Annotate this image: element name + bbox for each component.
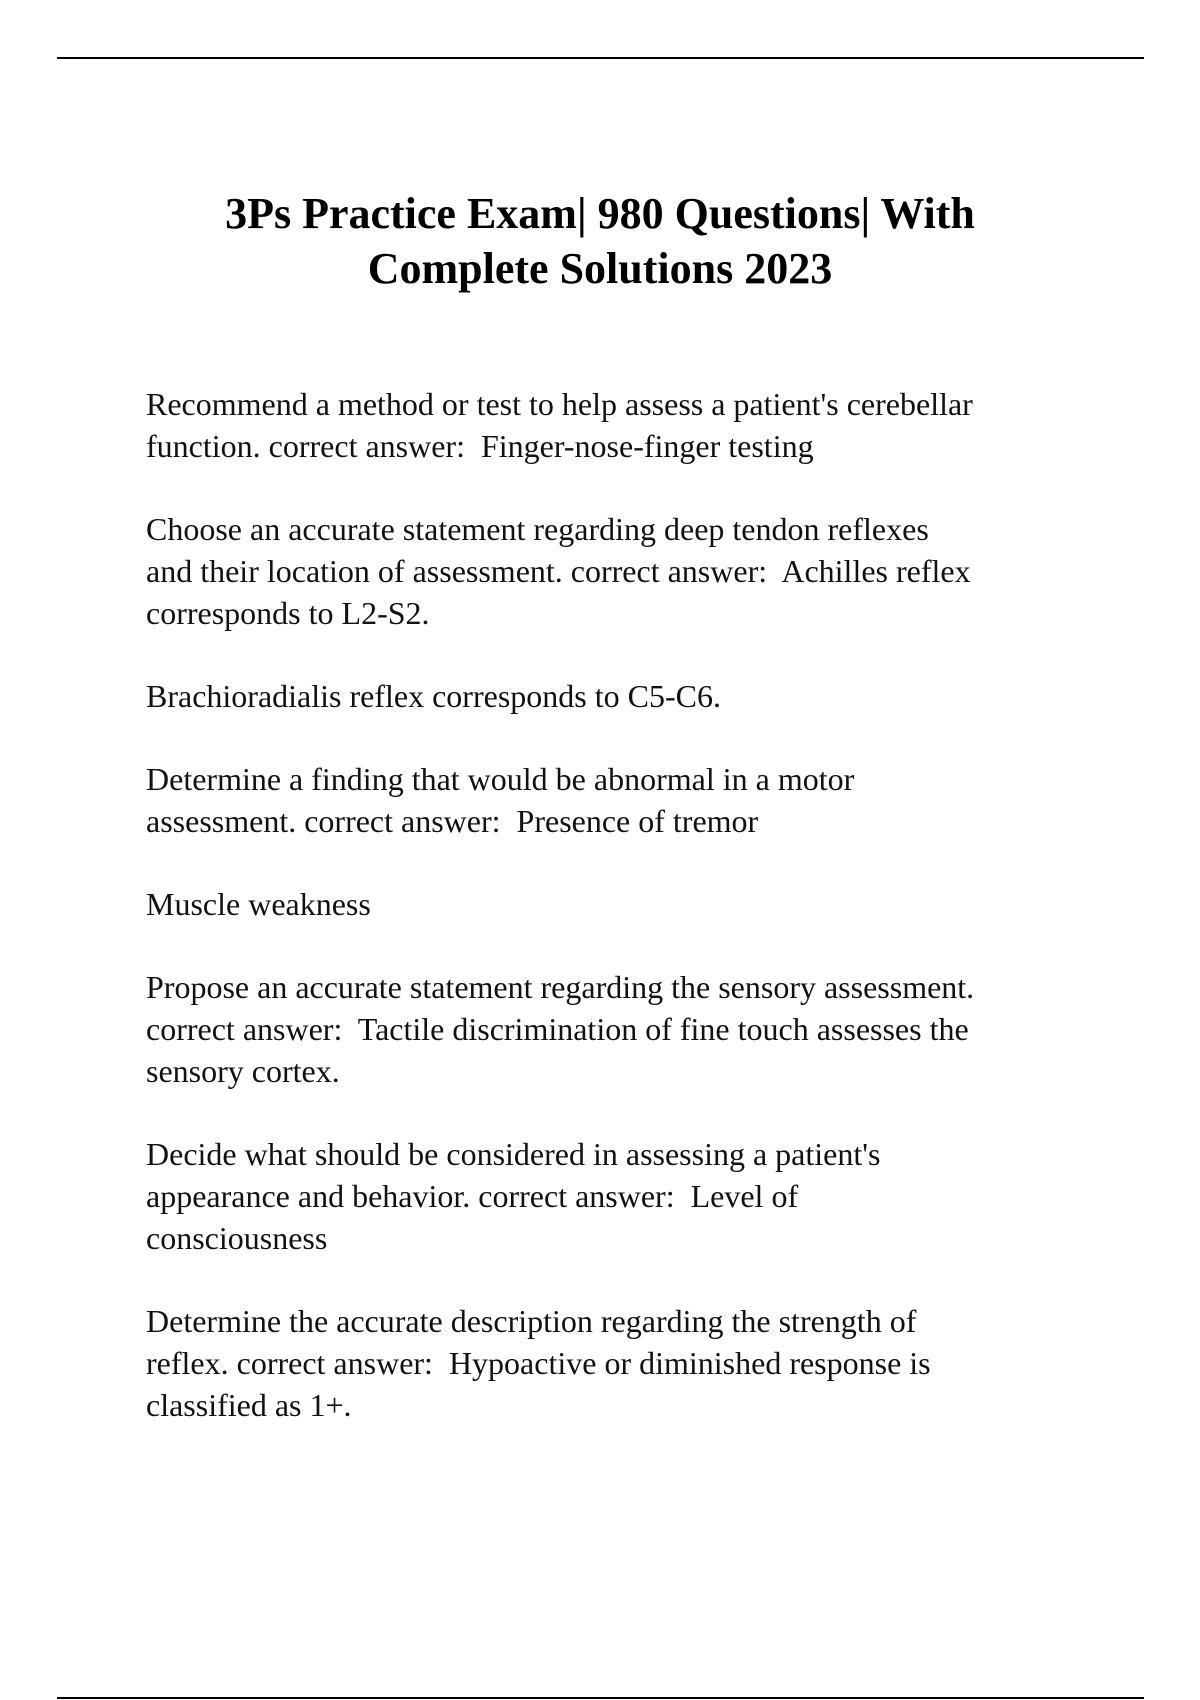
paragraph-7-line-2: appearance and behavior. correct answer: Level of bbox=[146, 1178, 799, 1214]
document-title bbox=[100, 186, 1100, 296]
paragraph-7 bbox=[146, 1133, 1106, 1259]
paragraph-1-line-1: Recommend a method or test to help assess a patient's cerebellar bbox=[146, 386, 973, 422]
top-rule bbox=[57, 57, 1144, 59]
paragraph-8-line-3: classified as 1+. bbox=[146, 1387, 352, 1423]
paragraph-6 bbox=[146, 966, 1106, 1092]
paragraph-4-line-2: assessment. correct answer: Presence of tremor bbox=[146, 803, 759, 839]
paragraph-1 bbox=[146, 383, 1106, 467]
paragraph-3-line-1: Brachioradialis reflex corresponds to C5-C6. bbox=[146, 678, 721, 714]
paragraph-2-line-1: Choose an accurate statement regarding deep tendon reflexes bbox=[146, 511, 929, 547]
title-line-2: Complete Solutions 2023 bbox=[367, 244, 833, 293]
paragraph-4-line-1: Determine a finding that would be abnormal in a motor bbox=[146, 761, 855, 797]
document-body bbox=[146, 383, 1106, 1467]
paragraph-6-line-3: sensory cortex. bbox=[146, 1053, 340, 1089]
paragraph-1-line-2: function. correct answer: Finger-nose-finger testing bbox=[146, 428, 814, 464]
paragraph-8-line-1: Determine the accurate description regarding the strength of bbox=[146, 1303, 917, 1339]
paragraph-3 bbox=[146, 675, 1106, 717]
paragraph-6-line-2: correct answer: Tactile discrimination of fine touch assesses the bbox=[146, 1011, 969, 1047]
paragraph-2-line-2: and their location of assessment. correct answer: Achilles reflex bbox=[146, 553, 971, 589]
title-line-1: 3Ps Practice Exam| 980 Questions| With bbox=[225, 189, 975, 238]
paragraph-7-line-3: consciousness bbox=[146, 1220, 328, 1256]
paragraph-2 bbox=[146, 508, 1106, 634]
paragraph-4 bbox=[146, 758, 1106, 842]
paragraph-6-line-1: Propose an accurate statement regarding the sensory assessment. bbox=[146, 969, 975, 1005]
bottom-rule bbox=[57, 1697, 1144, 1699]
paragraph-8 bbox=[146, 1300, 1106, 1426]
paragraph-8-line-2: reflex. correct answer: Hypoactive or diminished response is bbox=[146, 1345, 931, 1381]
paragraph-5-line-1: Muscle weakness bbox=[146, 886, 371, 922]
paragraph-5 bbox=[146, 883, 1106, 925]
paragraph-2-line-3: corresponds to L2-S2. bbox=[146, 595, 430, 631]
paragraph-7-line-1: Decide what should be considered in assessing a patient's bbox=[146, 1136, 881, 1172]
